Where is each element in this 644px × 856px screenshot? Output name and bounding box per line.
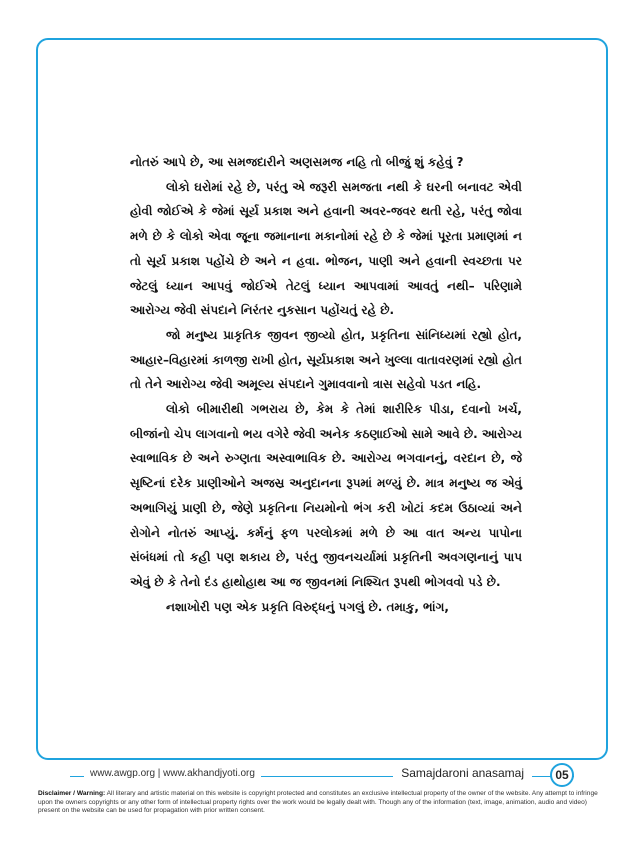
disclaimer-label: Disclaimer / Warning: xyxy=(38,790,106,797)
paragraph-4: લોકો બીમારીથી ગભરાય છે, કેમ કે તેમાં શારીરિક પીડા, દવાનો ખર્ચ, બીજાંનો ચેપ લાગવાનો ભય વગેરે જેવી અનેક કઠણાઈઓ સામે આવે છે. આરોગ્ય સ્વાભાવિક છે અને રુગ્ણતા અસ્વાભાવિક છે. આરોગ્ય ભગવાનનું, વરદાન છે, જે સૃષ્ટિનાં દરેક પ્રાણીઓને અજસ્ર અનુદાનના રૂપમાં મળ્યું છે. માત્ર મનુષ્ય જ એવું અભાગિયું પ્રાણી છે, જેણે પ્રકૃતિના નિયમોનો ભંગ કરી ખોટાં કદમ ઉઠાવ્યાં અને રોગોને નોતરું આપ્યું. કર્મનું ફળ પરલોકમાં મળે છે આ વાત અન્ય પાપોના સંબંધમાં તો કહી પણ શકાય છે, પરંતુ જીવનચર્યામાં પ્રકૃતિની અવગણનાનું પાપ એવું છે કે તેનો દંડ હાથોહાથ આ જ જીવનમાં નિશ્ચિત રૂપથી ભોગવવો પડે છે. xyxy=(130,402,522,589)
disclaimer-notice xyxy=(38,790,606,816)
disclaimer-text: All literary and artistic material on this website is copyright protected and constitutes an exclusive intellectual property of the owner of the website. Any attempt to infringe upon the owners copyrights or any other form of intellectual property rights over the work would be legally dealt with. Though any of the information (text, image, animation, audio and video) present on the website can be used for propagation with prior written consent. xyxy=(38,790,598,815)
page-footer xyxy=(70,766,574,786)
page-number-badge: 05 xyxy=(550,763,574,787)
footer-websites[interactable]: www.awgp.org | www.akhandjyoti.org xyxy=(84,768,261,779)
article-body xyxy=(130,150,522,619)
paragraph-5: નશાખોરી પણ એક પ્રકૃતિ વિરુદ્ધનું પગલું છે. તમાકુ, ભાંગ, xyxy=(166,599,449,614)
paragraph-2: લોકો ઘરોમાં રહે છે, પરંતુ એ જરૂરી સમજતા નથી કે ઘરની બનાવટ એવી હોવી જોઈએ કે જેમાં સૂર્ય પ્રકાશ અને હવાની અવર-જવર થતી રહે, પરંતુ જોવા મળે છે કે લોકો એવા જૂના જમાનાના મકાનોમાં રહે છે કે જેમાં પૂરતા પ્રમાણમાં ન તો સૂર્ય પ્રકાશ પહોંચે છે અને ન હવા. ભોજન, પાણી અને હવાની સ્વચ્છતા પર જેટલું ધ્યાન આપવું જોઈએ તેટલું ધ્યાન આપવામાં આવતું નથી– પરિણામે આરોગ્ય જેવી સંપદાને નિરંતર નુકસાન પહોંચતું રહે છે. xyxy=(130,179,522,318)
footer-article-title: Samajdaroni anasamaj xyxy=(393,766,532,780)
paragraph-3: જો મનુષ્ય પ્રાકૃતિક જીવન જીવ્યો હોત, પ્રકૃતિના સાંનિધ્યમાં રહ્યો હોત, આહાર–વિહારમાં કાળજી રાખી હોત, સૂર્યપ્રકાશ અને ખુલ્લા વાતાવરણમાં રહ્યો હોત તો તેને આરોગ્ય જેવી અમૂલ્ય સંપદાને ગુમાવવાનો ત્રાસ સહેવો પડત નહિ. xyxy=(130,327,522,392)
paragraph-1: નોતરું આપે છે, આ સમજદારીને અણસમજ નહિ તો બીજું શું કહેવું ? xyxy=(130,155,464,169)
